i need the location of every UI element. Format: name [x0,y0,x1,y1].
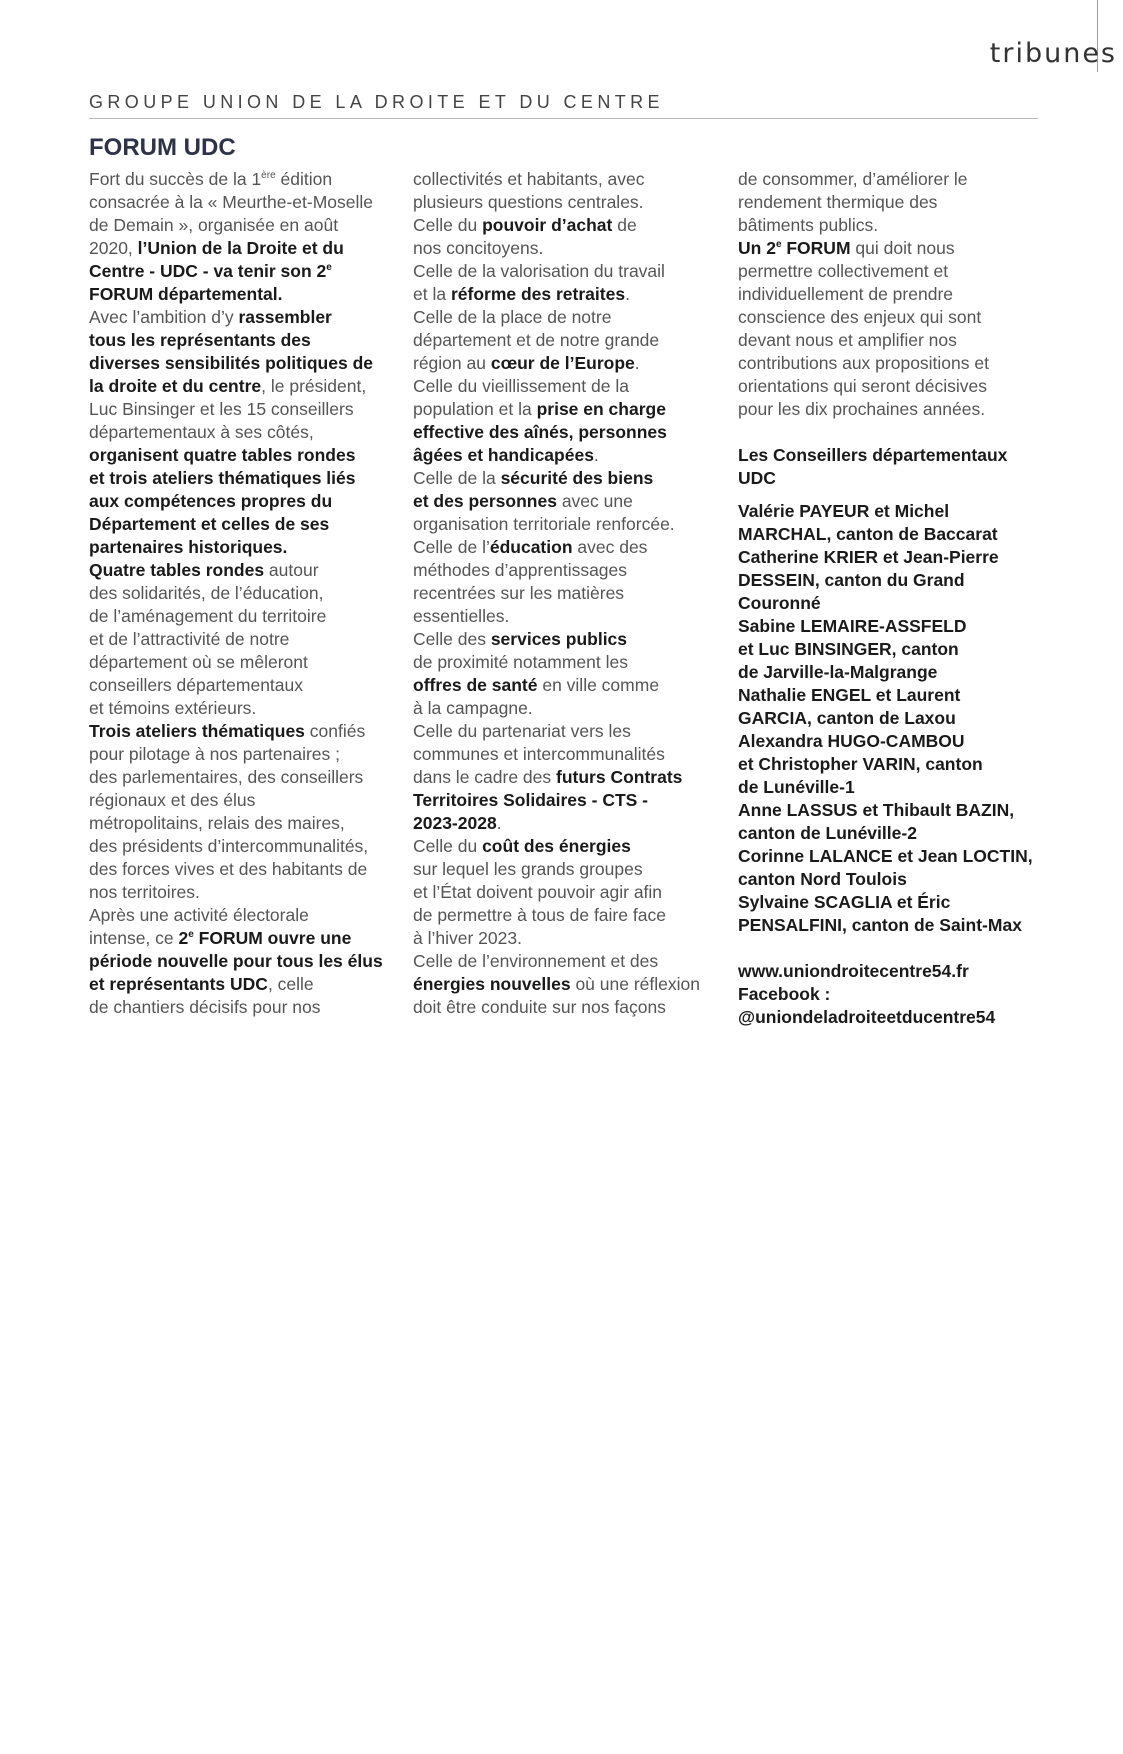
text-line [738,283,1048,306]
text-run: 2020, [89,238,138,258]
group-name: GROUPE UNION DE LA DROITE ET DU CENTRE [89,92,664,112]
text-run: des parlementaires, des conseillers [89,767,364,787]
facebook-handle[interactable]: @uniondeladroiteetducentre54 [738,1007,996,1027]
text-run: avec une [556,491,633,511]
text-line [89,329,399,352]
text-line [89,237,399,260]
text-run: des présidents d’intercommunalités, [89,836,369,856]
text-line [413,283,723,306]
text-run: Celle de la [413,468,501,488]
superscript: e [188,929,194,940]
text-line [89,214,399,237]
text-run: dans le cadre des [413,767,557,787]
bold-text: Territoires Solidaires - CTS - [413,790,649,810]
signature-heading [738,444,1048,490]
bold-text: Un 2 [738,238,776,258]
text-run: pour pilotage à nos partenaires ; [89,744,340,764]
links-block [738,960,1048,1029]
text-run: confiés [304,721,366,741]
text-run: . [625,284,630,304]
superscript: e [326,262,332,273]
text-line [89,950,399,973]
bold-text: FORUM [781,238,851,258]
text-run: Celle du vieillissement de la [413,376,629,396]
text-run: des forces vives et des habitants de [89,859,368,879]
superscript: ère [261,170,276,181]
text-line [89,927,399,950]
text-run: en ville comme [537,675,660,695]
text-line [413,789,723,812]
councillor-line: de Lunéville-1 [738,777,855,797]
councillor-line: Sylvaine SCAGLIA et Éric [738,892,951,912]
text-run: . [593,445,599,465]
article-title: FORUM UDC [89,134,236,161]
councillor-line: Catherine KRIER et Jean-Pierre [738,547,999,567]
text-run: consacrée à la « Meurthe-et-Moselle [89,192,374,212]
text-run: rendement thermique des [738,192,938,212]
text-line [89,398,399,421]
bold-text: prise en charge [536,399,666,419]
text-line [738,352,1048,375]
text-line [89,812,399,835]
text-run: orientations qui seront décisives [738,376,988,396]
text-line [89,559,399,582]
text-run: de permettre à tous de faire face [413,905,666,925]
text-line [89,720,399,743]
column-3-text [738,168,1048,421]
text-line [89,467,399,490]
text-line [413,191,723,214]
article-column-3 [738,168,1048,1029]
text-run: autour [264,560,319,580]
signature-heading-line: UDC [738,468,776,488]
text-line [413,973,723,996]
text-run: à la campagne. [413,698,533,718]
text-line [413,766,723,789]
text-run: . [496,813,502,833]
text-run: , celle [267,974,314,994]
text-line [413,490,723,513]
text-line [413,628,723,651]
councillor-line: canton de Lunéville-2 [738,823,917,843]
text-run: et l’État doivent pouvoir agir afin [413,882,663,902]
councillor-line: et Luc BINSINGER, canton [738,639,959,659]
text-run: qui doit nous [850,238,955,258]
text-line [413,996,723,1019]
councillor-line: Sabine LEMAIRE-ASSFELD [738,616,967,636]
text-line [413,881,723,904]
text-run: bâtiments publics. [738,215,879,235]
text-line [413,559,723,582]
text-line [89,858,399,881]
bold-text: effective des aînés, personnes [413,422,667,442]
bold-text: 2 [178,928,189,948]
text-line [413,904,723,927]
bold-text: et des personnes [413,491,557,511]
text-line [413,352,723,375]
text-run: . [634,353,640,373]
bold-text: l’Union de la Droite et du [137,238,344,258]
text-run: métropolitains, relais des maires, [89,813,345,833]
bold-text: organisent quatre tables rondes [89,445,356,465]
text-run: recentrées sur les matières [413,583,625,603]
text-run: édition [275,169,333,189]
text-run: permettre collectivement et [738,261,949,281]
councillor-line: et Christopher VARIN, canton [738,754,983,774]
bold-text: offres de santé [413,675,538,695]
text-run: essentielles. [413,606,510,626]
text-line [413,421,723,444]
text-line [413,398,723,421]
councillor-list [738,500,1048,937]
bold-text: FORUM départemental. [89,284,283,304]
text-line [413,467,723,490]
bold-text: Trois ateliers thématiques [89,721,305,741]
text-run: , le président, [261,376,367,396]
text-run: Luc Binsinger et les 15 conseillers [89,399,354,419]
bold-text: et représentants UDC [89,974,268,994]
text-run: Celle du [413,836,483,856]
signature-heading-line: Les Conseillers départementaux [738,445,1008,465]
text-line [413,858,723,881]
text-run: des solidarités, de l’éducation, [89,583,324,603]
text-line [738,191,1048,214]
text-run: doit être conduite sur nos façons [413,997,666,1017]
text-run: devant nous et amplifier nos [738,330,957,350]
text-line [413,697,723,720]
text-line [89,536,399,559]
councillor-line: Corinne LALANCE et Jean LOCTIN, [738,846,1033,866]
text-run: Après une activité électorale [89,905,309,925]
text-line [89,352,399,375]
text-line [413,950,723,973]
bold-text: partenaires historiques. [89,537,288,557]
text-run: département où se mêleront [89,652,308,672]
text-line [413,306,723,329]
bold-text: futurs Contrats [556,767,683,787]
text-line [89,674,399,697]
text-line [413,329,723,352]
councillor-line: GARCIA, canton de Laxou [738,708,956,728]
bold-text: et trois ateliers thématiques liés [89,468,356,488]
article-column-2 [413,168,723,1019]
text-line [738,375,1048,398]
text-run: nos concitoyens. [413,238,544,258]
text-line [413,536,723,559]
text-line [413,812,723,835]
text-line [89,421,399,444]
text-line [738,214,1048,237]
text-line [89,490,399,513]
text-line [89,881,399,904]
councillor-line: de Jarville-la-Malgrange [738,662,938,682]
column-1-text [89,168,399,1019]
councillor-line: canton Nord Toulois [738,869,907,889]
text-line [413,674,723,697]
text-line [413,927,723,950]
text-line [89,996,399,1019]
bold-text: tous les représentants des [89,330,311,350]
councillor-line: MARCHAL, canton de Baccarat [738,524,998,544]
text-run: Celle de la valorisation du travail [413,261,665,281]
text-run: de consommer, d’améliorer le [738,169,968,189]
text-run: de Demain », organisée en août [89,215,339,235]
bold-text: diverses sensibilités politiques de [89,353,373,373]
bold-text: période nouvelle pour tous les élus [89,951,383,971]
text-line [413,444,723,467]
text-run: régionaux et des élus [89,790,256,810]
bold-text: FORUM ouvre une [193,928,352,948]
text-line [89,283,399,306]
text-run: Celle de l’environnement et des [413,951,659,971]
bold-text: 2023-2028 [413,813,497,833]
councillor-line: Couronné [738,593,821,613]
councillor-line: Alexandra HUGO-CAMBOU [738,731,965,751]
text-line [89,628,399,651]
text-run: Celle de la place de notre [413,307,612,327]
text-run: Celle de l’ [413,537,490,557]
text-run: nos territoires. [89,882,200,902]
website-link[interactable]: www.uniondroitecentre54.fr [738,961,969,981]
text-run: individuellement de prendre [738,284,953,304]
text-line [413,835,723,858]
text-run: intense, ce [89,928,179,948]
bold-text: réforme des retraites [450,284,626,304]
text-line [89,697,399,720]
text-line [413,375,723,398]
text-line [89,444,399,467]
text-line [89,375,399,398]
text-line [89,651,399,674]
text-line [738,168,1048,191]
text-run: de [612,215,637,235]
text-run: Celle du [413,215,483,235]
header-rule [89,118,1038,119]
bold-text: énergies nouvelles [413,974,571,994]
section-tag: tribunes [989,38,1117,69]
bold-text: services publics [490,629,628,649]
text-line [89,306,399,329]
text-line [89,582,399,605]
text-run: Avec l’ambition d’y [89,307,239,327]
bold-text: rassembler [238,307,332,327]
text-run: où une réflexion [570,974,700,994]
text-run: départementaux à ses côtés, [89,422,314,442]
bold-text: aux compétences propres du [89,491,333,511]
bold-text: cœur de l’Europe [490,353,635,373]
text-line [413,582,723,605]
text-line [89,513,399,536]
text-run: avec des [572,537,648,557]
text-line [89,973,399,996]
text-run: méthodes d’apprentissages [413,560,628,580]
text-line [89,168,399,191]
bold-text: la droite et du centre [89,376,262,396]
text-run: plusieurs questions centrales. [413,192,644,212]
text-run: organisation territoriale renforcée. [413,514,675,534]
text-line [89,766,399,789]
text-line [738,260,1048,283]
text-line [89,835,399,858]
bold-text: Quatre tables rondes [89,560,265,580]
bold-text: âgées et handicapées [413,445,594,465]
text-line [413,237,723,260]
text-line [738,237,1048,260]
text-run: Fort du succès de la 1 [89,169,262,189]
bold-text: sécurité des biens [500,468,654,488]
councillor-line: Nathalie ENGEL et Laurent [738,685,961,705]
text-run: de l’aménagement du territoire [89,606,327,626]
text-line [738,306,1048,329]
text-line [413,743,723,766]
text-line [413,513,723,536]
text-line [413,214,723,237]
text-line [413,260,723,283]
text-run: conscience des enjeux qui sont [738,307,982,327]
text-line [738,398,1048,421]
text-run: département et de notre grande [413,330,660,350]
text-line [89,904,399,927]
text-line [738,329,1048,352]
bold-text: coût des énergies [482,836,631,856]
text-run: pour les dix prochaines années. [738,399,986,419]
councillor-line: Anne LASSUS et Thibault BAZIN, [738,800,1015,820]
councillor-line: DESSEIN, canton du Grand [738,570,965,590]
column-2-text [413,168,723,1019]
councillor-line: Valérie PAYEUR et Michel [738,501,950,521]
text-run: à l’hiver 2023. [413,928,522,948]
bold-text: éducation [489,537,573,557]
text-run: Celle des [413,629,491,649]
text-run: collectivités et habitants, avec [413,169,645,189]
article-column-1 [89,168,399,1019]
bold-text: pouvoir d’achat [482,215,613,235]
text-line [89,260,399,283]
text-line [89,605,399,628]
text-run: de proximité notamment les [413,652,628,672]
text-line [89,743,399,766]
text-run: de chantiers décisifs pour nos [89,997,321,1017]
text-run: et la [413,284,451,304]
text-run: population et la [413,399,537,419]
text-run: conseillers départementaux [89,675,304,695]
superscript: e [775,239,782,250]
text-line [413,720,723,743]
text-run: région au [413,353,491,373]
text-line [89,789,399,812]
text-run: communes et intercommunalités [413,744,665,764]
text-run: et témoins extérieurs. [89,698,257,718]
bold-text: Département et celles de ses [89,514,330,534]
text-run: Celle du partenariat vers les [413,721,631,741]
text-run: contributions aux propositions et [738,353,989,373]
bold-text: Centre - UDC - va tenir son 2 [89,261,327,281]
councillor-line: PENSALFINI, canton de Saint-Max [738,915,1022,935]
text-line [413,168,723,191]
text-run: sur lequel les grands groupes [413,859,643,879]
facebook-label: Facebook : [738,984,831,1004]
text-line [413,605,723,628]
text-line [413,651,723,674]
text-line [89,191,399,214]
text-run: et de l’attractivité de notre [89,629,290,649]
